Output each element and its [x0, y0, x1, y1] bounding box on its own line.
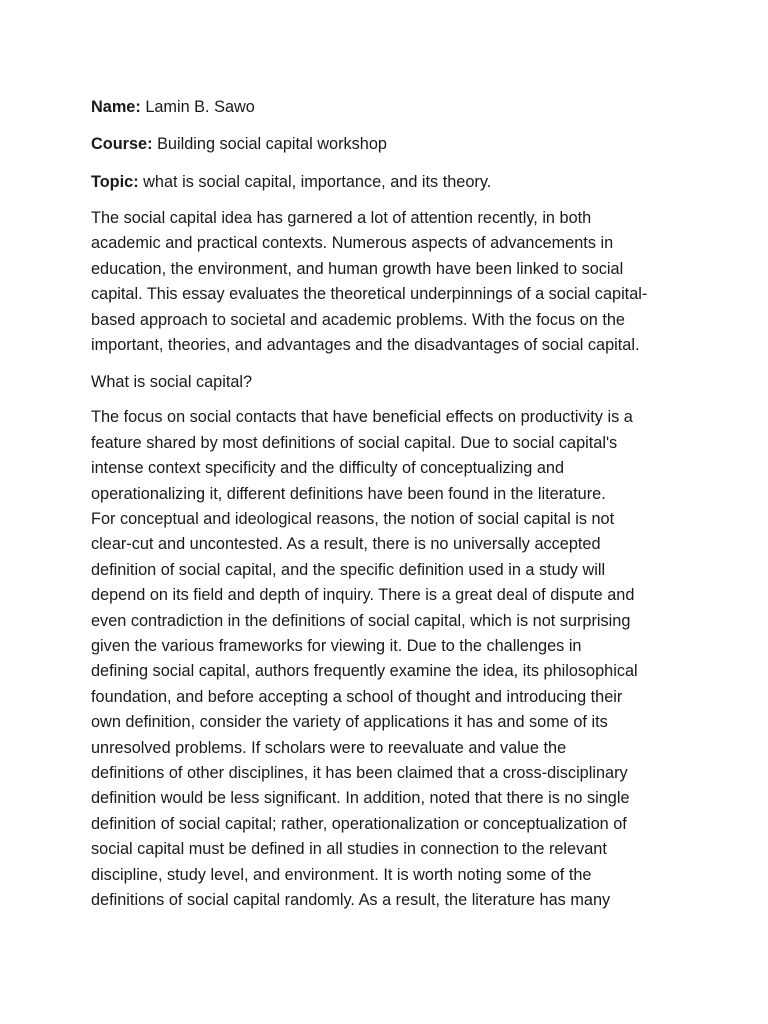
name-label: Name: [91, 98, 141, 116]
paragraph-line: given the various frameworks for viewing it. Due to the challenges in [91, 636, 582, 655]
course-value: Building social capital workshop [157, 135, 387, 154]
paragraph-line: definitions of social capital randomly. As a result, the literature has many [91, 891, 611, 910]
paragraph-line: social capital must be defined in all studies in connection to the relevant [91, 840, 607, 859]
paragraph-line: important, theories, and advantages and the disadvantages of social capital. [91, 335, 640, 354]
section-heading: What is social capital? [91, 373, 253, 392]
paragraph-line: feature shared by most definitions of social capital. Due to social capital's [91, 433, 618, 452]
name-line [91, 94, 694, 120]
paragraph-line: operationalizing it, different definitions have been found in the literature. [91, 484, 606, 503]
paragraph-line: The social capital idea has garnered a lot of attention recently, in both [91, 208, 592, 227]
paragraph-line: capital. This essay evaluates the theoretical underpinnings of a social capital- [91, 285, 648, 304]
paragraph-line: based approach to societal and academic problems. With the focus on the [91, 310, 625, 329]
paragraph-line: defining social capital, authors frequently examine the idea, its philosophical [91, 662, 638, 681]
paragraph-line: intense context specificity and the difficulty of conceptualizing and [91, 459, 565, 478]
paragraph-line: unresolved problems. If scholars were to reevaluate and value the [91, 738, 567, 757]
paragraph-line: The focus on social contacts that have beneficial effects on productivity is a [91, 408, 633, 427]
paragraph-line: definitions of other disciplines, it has been claimed that a cross-disciplinary [91, 764, 628, 783]
paragraph-line: discipline, study level, and environment. It is worth noting some of the [91, 865, 592, 884]
paragraph-line: even contradiction in the definitions of social capital, which is not surprising [91, 611, 631, 630]
topic-line [91, 169, 694, 195]
paragraph-line: foundation, and before accepting a school of thought and introducing their [91, 687, 623, 706]
intro-paragraph [91, 206, 694, 358]
course-line [91, 131, 694, 157]
name-value: Lamin B. Sawo [145, 98, 255, 116]
paragraph-line: definition of social capital; rather, operationalization or conceptualization of [91, 814, 627, 833]
paragraph-line: definition of social capital, and the specific definition used in a study will [91, 560, 606, 579]
paragraph-line: academic and practical contexts. Numerous aspects of advancements in [91, 234, 614, 253]
course-label: Course: [91, 135, 153, 154]
paragraph-line: For conceptual and ideological reasons, the notion of social capital is not [91, 509, 615, 528]
paragraph-line: education, the environment, and human growth have been linked to social [91, 259, 624, 278]
topic-value: what is social capital, importance, and its theory. [143, 172, 492, 191]
body-paragraph [91, 405, 694, 913]
topic-label: Topic: [91, 172, 139, 191]
paragraph-line: clear-cut and uncontested. As a result, there is no universally accepted [91, 535, 601, 554]
paragraph-line: definition would be less significant. In addition, noted that there is no single [91, 789, 630, 808]
paragraph-line: own definition, consider the variety of applications it has and some of its [91, 713, 608, 732]
paragraph-line: depend on its field and depth of inquiry. There is a great deal of dispute and [91, 586, 635, 605]
